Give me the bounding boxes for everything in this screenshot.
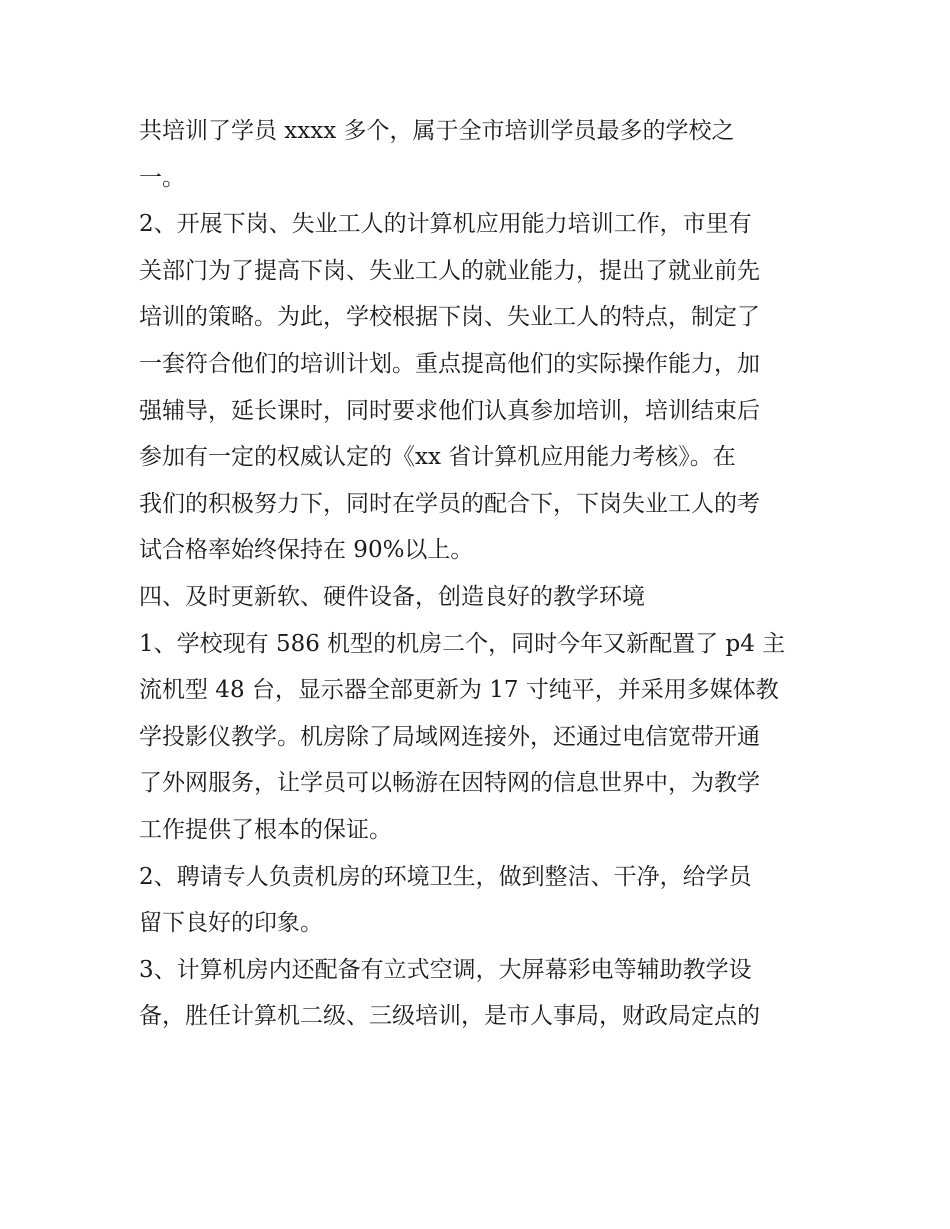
text-line: 1、学校现有 586 机型的机房二个，同时今年又新配置了 p4 主	[139, 630, 786, 657]
text-line: 一套符合他们的培训计划。重点提高他们的实际操作能力，加	[139, 350, 760, 377]
text-line: 学投影仪教学。机房除了局域网连接外，还通过电信宽带开通	[139, 723, 760, 750]
text-line: 了外网服务，让学员可以畅游在因特网的信息世界中，为教学	[139, 770, 760, 797]
text-line: 强辅导，延长课时，同时要求他们认真参加培训，培训结束后	[139, 397, 760, 424]
text-line: 3、计算机房内还配备有立式空调，大屏幕彩电等辅助教学设	[139, 956, 752, 983]
text-line: 一。	[139, 164, 185, 191]
text-line: 流机型 48 台，显示器全部更新为 17 寸纯平，并采用多媒体教	[139, 677, 779, 704]
section-heading: 四、及时更新软、硬件设备，创造良好的教学环境	[139, 583, 645, 610]
text-line: 工作提供了根本的保证。	[139, 816, 392, 843]
text-line: 参加有一定的权威认定的《xx 省计算机应用能力考核》。在	[139, 444, 736, 471]
document-body	[139, 108, 829, 1040]
text-line: 备，胜任计算机二级、三级培训，是市人事局，财政局定点的	[139, 1003, 760, 1030]
text-line: 共培训了学员 xxxx 多个，属于全市培训学员最多的学校之	[139, 118, 735, 144]
text-line: 关部门为了提高下岗、失业工人的就业能力，提出了就业前先	[139, 257, 760, 284]
text-line: 2、聘请专人负责机房的环境卫生，做到整洁、干净，给学员	[139, 863, 752, 890]
text-line: 留下良好的印象。	[139, 910, 323, 937]
text-line: 试合格率始终保持在 90%以上。	[139, 537, 474, 564]
text-line: 我们的积极努力下，同时在学员的配合下，下岗失业工人的考	[139, 490, 760, 517]
text-line: 培训的策略。为此，学校根据下岗、失业工人的特点，制定了	[139, 304, 760, 331]
text-line: 2、开展下岗、失业工人的计算机应用能力培训工作，市里有	[139, 211, 752, 238]
